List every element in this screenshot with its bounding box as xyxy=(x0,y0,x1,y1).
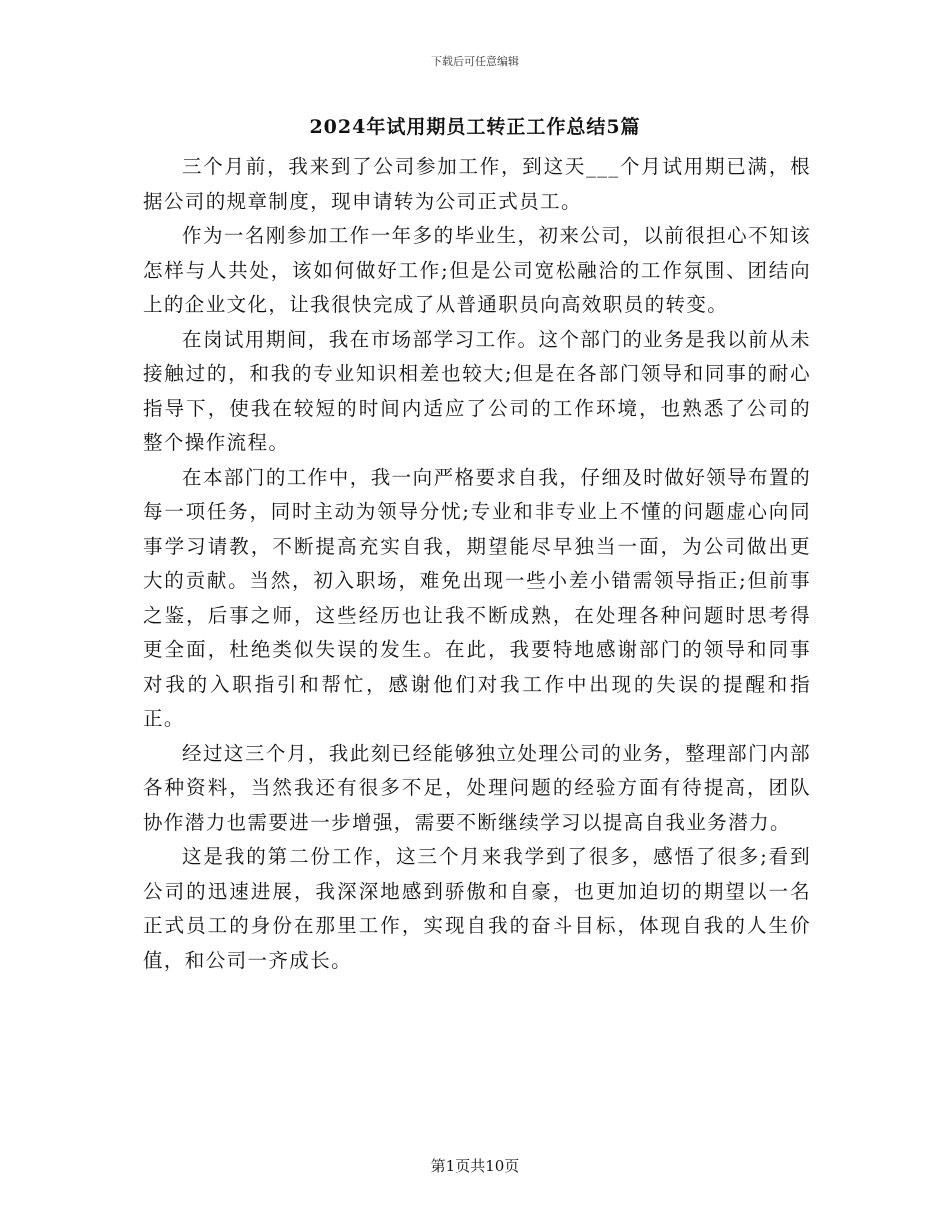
paragraph-6: 这是我的第二份工作，这三个月来我学到了很多，感悟了很多;看到公司的迅速进展，我深深地感到骄傲和自豪，也更加迫切的期望以一名正式员工的身份在那里工作，实现自我的奋斗目标，体现自我的人生价值，和公司一齐成长。 xyxy=(143,845,811,972)
document-title: 2024年试用期员工转正工作总结5篇 xyxy=(309,116,641,138)
paragraph-3: 在岗试用期间，我在市场部学习工作。这个部门的业务是我以前从未接触过的，和我的专业知识相差也较大;但是在各部门领导和同事的耐心指导下，使我在较短的时间内适应了公司的工作环境，也熟悉了公司的整个操作流程。 xyxy=(143,327,811,454)
document-body xyxy=(143,150,811,978)
paragraph-4: 在本部门的工作中，我一向严格要求自我，仔细及时做好领导布置的每一项任务，同时主动为领导分忧;专业和非专业上不懂的问题虚心向同事学习请教，不断提高充实自我，期望能尽早独当一面，为公司做出更大的贡献。当然，初入职场，难免出现一些小差小错需领导指正;但前事之鉴，后事之师，这些经历也让我不断成熟，在处理各种问题时思考得更全面，杜绝类似失误的发生。在此，我要特地感谢部门的领导和同事对我的入职指引和帮忙，感谢他们对我工作中出现的失误的提醒和指正。 xyxy=(143,465,811,730)
header-note: 下载后可任意编辑 xyxy=(431,55,519,68)
paragraph-1: 三个月前，我来到了公司参加工作，到这天___个月试用期已满，根据公司的规章制度，现申请转为公司正式员工。 xyxy=(143,155,811,213)
page-footer: 第1页共10页 xyxy=(430,1157,520,1175)
paragraph-5: 经过这三个月，我此刻已经能够独立处理公司的业务，整理部门内部各种资料，当然我还有很多不足，处理问题的经验方面有待提高，团队协作潜力也需要进一步增强，需要不断继续学习以提高自我业务潜力。 xyxy=(143,741,811,834)
paragraph-2: 作为一名刚参加工作一年多的毕业生，初来公司，以前很担心不知该怎样与人共处，该如何做好工作;但是公司宽松融洽的工作氛围、团结向上的企业文化，让我很快完成了从普通职员向高效职员的转变。 xyxy=(143,224,811,316)
